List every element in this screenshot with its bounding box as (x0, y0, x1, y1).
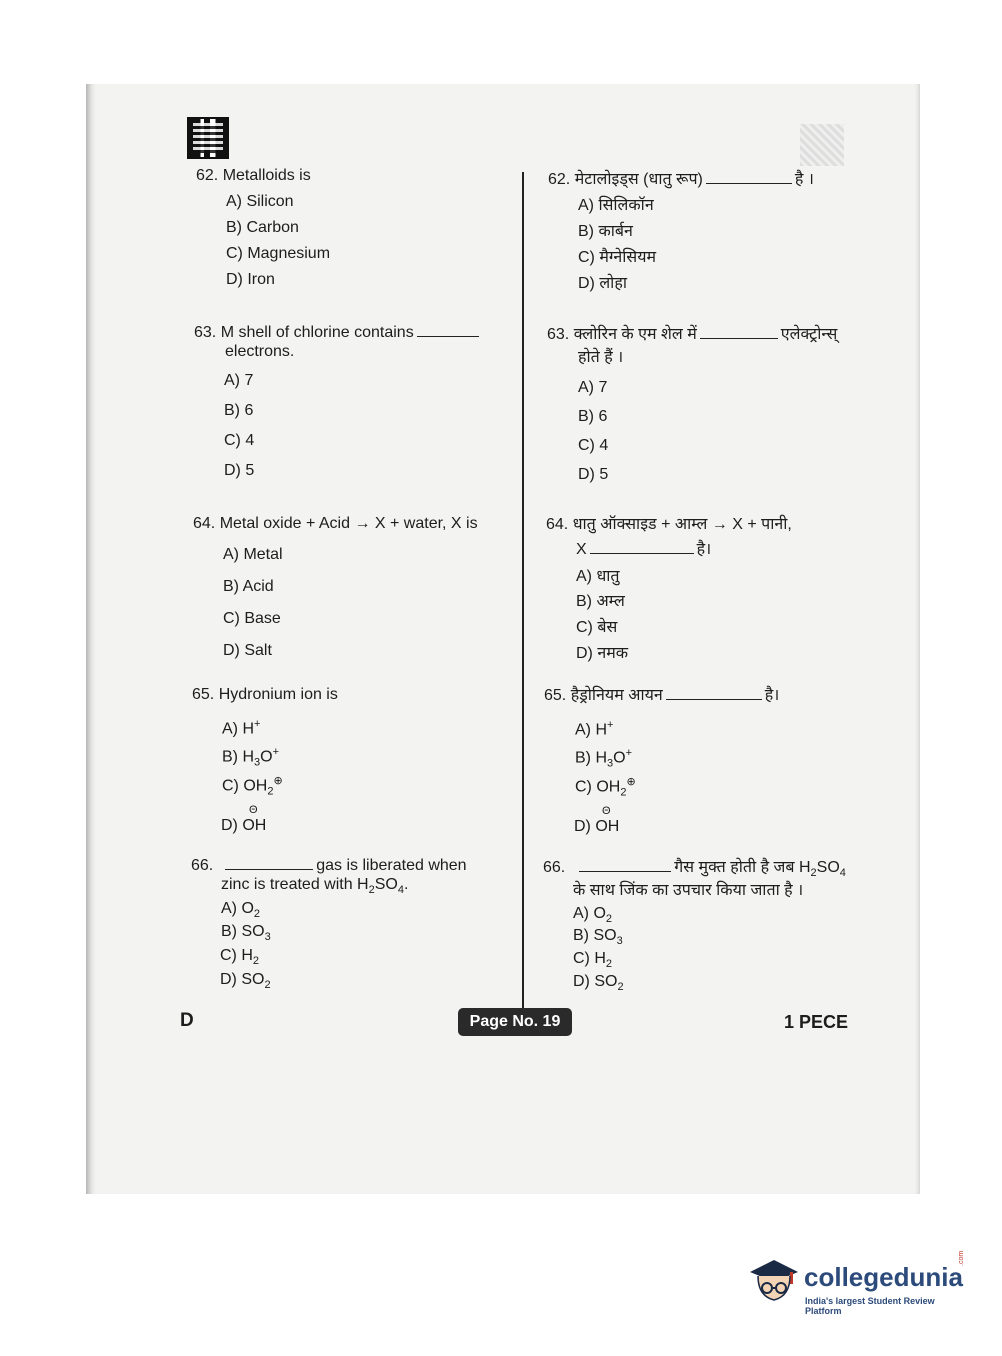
option: C) $OH_2^\oplus$ (222, 775, 283, 798)
exam-code: 1 PECE (784, 1012, 849, 1032)
student-cap-icon (744, 1252, 802, 1310)
theta-symbol: Θ (249, 804, 258, 816)
option: B) $SO_3$ (573, 927, 623, 948)
qr-code-icon (187, 117, 229, 159)
question-65-en: 65. Hydronium ion is (192, 686, 338, 703)
option: D) नमक (576, 645, 629, 662)
option: B) 6 (578, 408, 608, 425)
option: C) 4 (224, 432, 255, 449)
question-63-hi: 63. क्लोरिन के एम शेल में एलेक्ट्रोन्स् (547, 326, 838, 343)
option: B) कार्बन (578, 223, 633, 240)
question-62-en: 62. Metalloids is (196, 167, 311, 184)
logo-wordmark: collegedunia (804, 1262, 963, 1292)
column-divider (522, 172, 524, 1012)
option: B) 6 (224, 402, 254, 419)
option: B) $H_3O^+$ (222, 746, 280, 769)
question-63-en: 63. M shell of chlorine contains (194, 323, 482, 343)
option: D) OH (221, 817, 267, 834)
option: A) H+ (222, 718, 261, 738)
option: C) 4 (578, 437, 609, 454)
option: A) Metal (223, 546, 283, 563)
question-63-en-line2: electrons. (225, 343, 295, 360)
option: D) OH (574, 818, 620, 835)
faded-qr-code-icon (800, 124, 844, 166)
booklet-series-code: D (180, 1010, 194, 1031)
option: B) Acid (223, 578, 274, 595)
page-number-badge: Page No. 19 (458, 1008, 572, 1036)
option: D) लोहा (578, 275, 627, 292)
collegedunia-logo (744, 1250, 970, 1316)
question-65-hi: 65. हैड्रोनियम आयन है। (544, 687, 780, 704)
question-62-hi: 62. मेटालोइड्स (धातु रूप) है । (548, 171, 814, 188)
question-66-en: 66. gas is liberated when (191, 857, 467, 874)
option: D) $SO_2$ (220, 971, 271, 992)
option: C) Magnesium (226, 245, 331, 262)
option: A) 7 (578, 379, 608, 396)
option: C) बेस (576, 619, 618, 636)
option: C) मैग्नेसियम (578, 249, 657, 266)
option: A) Silicon (226, 193, 294, 210)
option: D) 5 (578, 466, 609, 483)
option: A) सिलिकॉन (578, 197, 654, 214)
question-66-en-line2: zinc is treated with $H_2SO_4$. (221, 876, 409, 897)
option: D) 5 (224, 462, 255, 479)
question-63-hi-line2: होते हैं । (578, 349, 624, 366)
logo-tagline: India's largest Student Review Platform (805, 1296, 935, 1316)
option: C) $H_2$ (220, 947, 260, 968)
option: B) अम्ल (576, 593, 625, 610)
option: C) $OH_2^\oplus$ (575, 776, 636, 799)
option: D) Salt (223, 642, 272, 659)
theta-symbol: Θ (602, 805, 611, 817)
option: D) $SO_2$ (573, 973, 624, 994)
option: A) $O_2$ (221, 900, 261, 921)
option: A) H+ (575, 719, 614, 739)
question-66-hi-line2: के साथ जिंक का उपचार किया जाता है । (573, 882, 804, 899)
logo-domain: .com (958, 1250, 965, 1266)
option: B) Carbon (226, 219, 299, 236)
option: B) $SO_3$ (221, 923, 271, 944)
option: A) 7 (224, 372, 254, 389)
question-64-hi-line2: X है। (576, 541, 712, 558)
question-64-en: 64. Metal oxide + Acid → X + water, X is (193, 515, 478, 532)
question-64-hi: 64. धातु ऑक्साइड + आम्ल → X + पानी, (546, 516, 792, 533)
option: A) $O_2$ (573, 905, 613, 926)
question-66-hi: 66. गैस मुक्त होती है जब $H_2SO_4$ (543, 859, 846, 880)
option: A) धातु (576, 568, 620, 585)
option: B) $H_3O^+$ (575, 747, 633, 770)
option: C) $H_2$ (573, 950, 613, 971)
option: C) Base (223, 610, 281, 627)
option: D) Iron (226, 271, 275, 288)
